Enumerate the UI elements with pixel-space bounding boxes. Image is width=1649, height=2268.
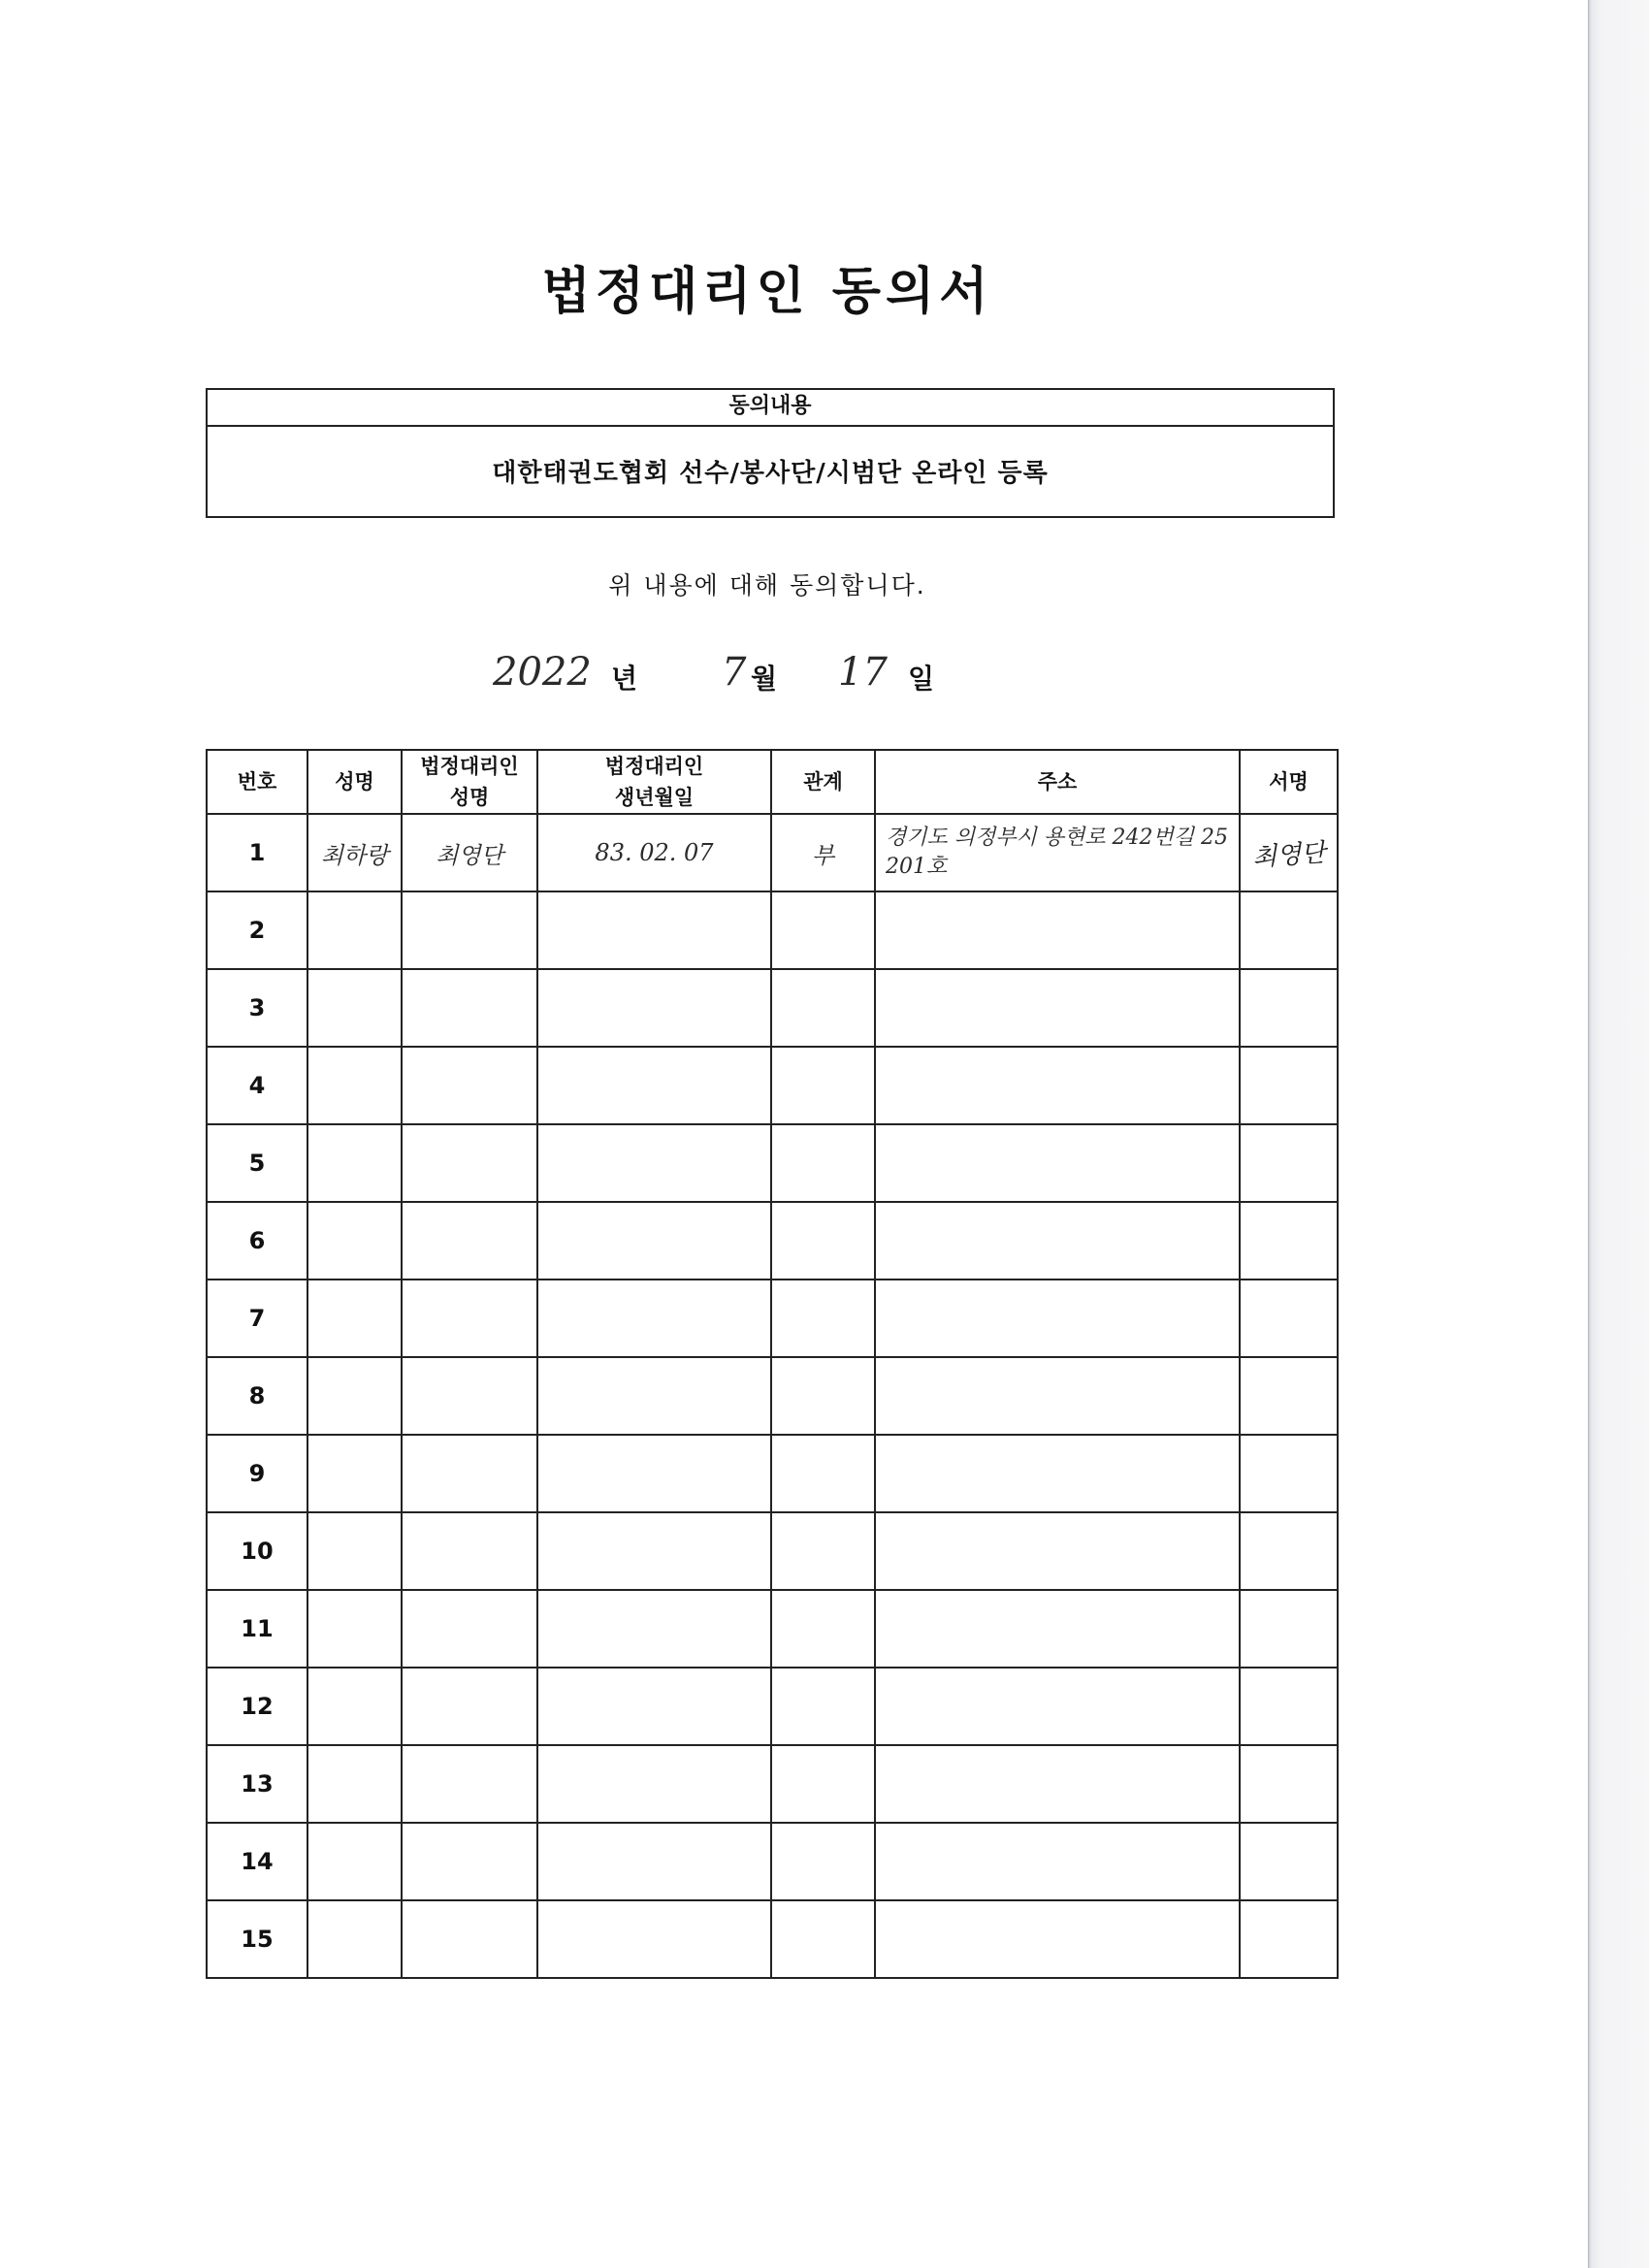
handwritten-signature: 최영단 — [1251, 837, 1327, 873]
row-signature — [1240, 1823, 1338, 1900]
table-row — [207, 1745, 1338, 1823]
row-number: 12 — [207, 1668, 307, 1745]
row-address — [875, 1435, 1240, 1512]
row-guardian-name — [402, 1823, 537, 1900]
header-guardian-name — [402, 750, 537, 814]
row-signature — [1240, 891, 1338, 969]
row-address — [875, 1202, 1240, 1280]
header-guardian-birth-text: 법정대리인 생년월일 — [604, 755, 704, 809]
row-guardian-birth — [537, 1047, 771, 1124]
scanner-page-edge — [1588, 0, 1649, 2268]
row-guardian-birth — [537, 1900, 771, 1978]
table-row — [207, 1280, 1338, 1357]
row-signature — [1240, 969, 1338, 1047]
row-guardian-name — [402, 891, 537, 969]
consent-header: 동의내용 — [208, 390, 1333, 427]
row-guardian-name — [402, 1900, 537, 1978]
row-name — [307, 1202, 402, 1280]
table-row — [207, 1900, 1338, 1978]
row-signature — [1240, 1435, 1338, 1512]
row-address — [875, 1823, 1240, 1900]
row-number: 10 — [207, 1512, 307, 1590]
table-row — [207, 1202, 1338, 1280]
row-name — [307, 1590, 402, 1668]
row-relation: 부 — [771, 814, 875, 891]
row-relation — [771, 1900, 875, 1978]
header-signature: 서명 — [1240, 750, 1338, 814]
row-guardian-name — [402, 1745, 537, 1823]
row-relation — [771, 1047, 875, 1124]
row-name — [307, 1047, 402, 1124]
row-name — [307, 1357, 402, 1435]
row-signature — [1240, 1124, 1338, 1202]
table-row — [207, 814, 1338, 891]
row-guardian-name — [402, 1124, 537, 1202]
row-address — [875, 969, 1240, 1047]
row-relation — [771, 1668, 875, 1745]
consent-content-box — [206, 388, 1335, 518]
row-relation — [771, 1823, 875, 1900]
row-name — [307, 1124, 402, 1202]
table-row — [207, 1357, 1338, 1435]
table-header-row — [207, 750, 1338, 814]
row-name — [307, 1512, 402, 1590]
row-signature — [1240, 814, 1338, 891]
row-address — [875, 1590, 1240, 1668]
row-guardian-birth — [537, 1357, 771, 1435]
table-row — [207, 1668, 1338, 1745]
row-number: 5 — [207, 1124, 307, 1202]
row-name: 최하랑 — [307, 814, 402, 891]
row-relation — [771, 1202, 875, 1280]
row-signature — [1240, 1590, 1338, 1668]
header-number: 번호 — [207, 750, 307, 814]
row-number: 15 — [207, 1900, 307, 1978]
row-name — [307, 1435, 402, 1512]
document-title: 법정대리인 동의서 — [541, 263, 993, 321]
table-row — [207, 891, 1338, 969]
header-guardian-birth — [537, 750, 771, 814]
row-name — [307, 1823, 402, 1900]
signed-date — [493, 644, 1036, 702]
row-address — [875, 1900, 1240, 1978]
date-year: 2022 — [493, 650, 592, 695]
row-relation — [771, 1745, 875, 1823]
row-signature — [1240, 1745, 1338, 1823]
agreement-statement: 위 내용에 대해 동의합니다. — [608, 571, 926, 599]
row-guardian-birth — [537, 1745, 771, 1823]
row-number: 14 — [207, 1823, 307, 1900]
row-relation — [771, 1435, 875, 1512]
row-number: 2 — [207, 891, 307, 969]
row-signature — [1240, 1512, 1338, 1590]
table-row — [207, 1435, 1338, 1512]
row-number: 9 — [207, 1435, 307, 1512]
row-name — [307, 1280, 402, 1357]
row-relation — [771, 1280, 875, 1357]
row-guardian-name — [402, 1202, 537, 1280]
row-address — [875, 1124, 1240, 1202]
row-number: 6 — [207, 1202, 307, 1280]
guardian-registration-table — [206, 749, 1339, 1979]
row-guardian-name — [402, 969, 537, 1047]
row-relation — [771, 1124, 875, 1202]
row-address — [875, 1745, 1240, 1823]
date-day-unit: 일 — [908, 663, 935, 695]
row-name — [307, 891, 402, 969]
row-relation — [771, 1590, 875, 1668]
row-relation — [771, 1357, 875, 1435]
row-name — [307, 1900, 402, 1978]
row-guardian-birth — [537, 969, 771, 1047]
row-number: 1 — [207, 814, 307, 891]
row-guardian-birth — [537, 891, 771, 969]
row-address: 경기도 의정부시 용현로 242번길 25 201호 — [875, 814, 1240, 891]
date-day: 17 — [838, 650, 888, 695]
row-guardian-birth — [537, 1590, 771, 1668]
row-guardian-birth — [537, 1823, 771, 1900]
row-address — [875, 1357, 1240, 1435]
table-row — [207, 1124, 1338, 1202]
row-signature — [1240, 1357, 1338, 1435]
row-guardian-name — [402, 1047, 537, 1124]
row-name — [307, 1745, 402, 1823]
date-year-unit: 년 — [611, 663, 638, 695]
row-signature — [1240, 1047, 1338, 1124]
header-guardian-name-text: 법정대리인 성명 — [420, 755, 519, 809]
row-relation — [771, 969, 875, 1047]
row-number: 4 — [207, 1047, 307, 1124]
row-name — [307, 969, 402, 1047]
row-address — [875, 1668, 1240, 1745]
row-guardian-birth — [537, 1280, 771, 1357]
row-guardian-name — [402, 1280, 537, 1357]
row-guardian-birth — [537, 1512, 771, 1590]
table-row — [207, 1047, 1338, 1124]
row-address — [875, 1512, 1240, 1590]
row-relation — [771, 1512, 875, 1590]
row-guardian-birth — [537, 1124, 771, 1202]
row-relation — [771, 891, 875, 969]
row-guardian-name — [402, 1357, 537, 1435]
row-guardian-name — [402, 1512, 537, 1590]
row-signature — [1240, 1280, 1338, 1357]
row-guardian-name: 최영단 — [402, 814, 537, 891]
row-guardian-name — [402, 1668, 537, 1745]
row-number: 8 — [207, 1357, 307, 1435]
row-address — [875, 1047, 1240, 1124]
table-row — [207, 969, 1338, 1047]
table-row — [207, 1512, 1338, 1590]
header-name: 성명 — [307, 750, 402, 814]
row-number: 13 — [207, 1745, 307, 1823]
row-address — [875, 1280, 1240, 1357]
consent-text: 대한태권도협회 선수/봉사단/시범단 온라인 등록 — [492, 459, 1049, 488]
row-guardian-name — [402, 1435, 537, 1512]
row-signature — [1240, 1668, 1338, 1745]
row-number: 11 — [207, 1590, 307, 1668]
header-address: 주소 — [875, 750, 1240, 814]
row-number: 7 — [207, 1280, 307, 1357]
row-guardian-birth — [537, 1435, 771, 1512]
table-row — [207, 1823, 1338, 1900]
date-month-unit: 월 — [751, 663, 778, 695]
date-month: 7 — [722, 650, 747, 695]
row-address — [875, 891, 1240, 969]
row-guardian-birth — [537, 1668, 771, 1745]
row-guardian-birth — [537, 1202, 771, 1280]
row-guardian-birth: 83. 02. 07 — [537, 814, 771, 891]
header-relation: 관계 — [771, 750, 875, 814]
row-signature — [1240, 1202, 1338, 1280]
row-signature — [1240, 1900, 1338, 1978]
row-name — [307, 1668, 402, 1745]
row-guardian-name — [402, 1590, 537, 1668]
row-number: 3 — [207, 969, 307, 1047]
table-row — [207, 1590, 1338, 1668]
